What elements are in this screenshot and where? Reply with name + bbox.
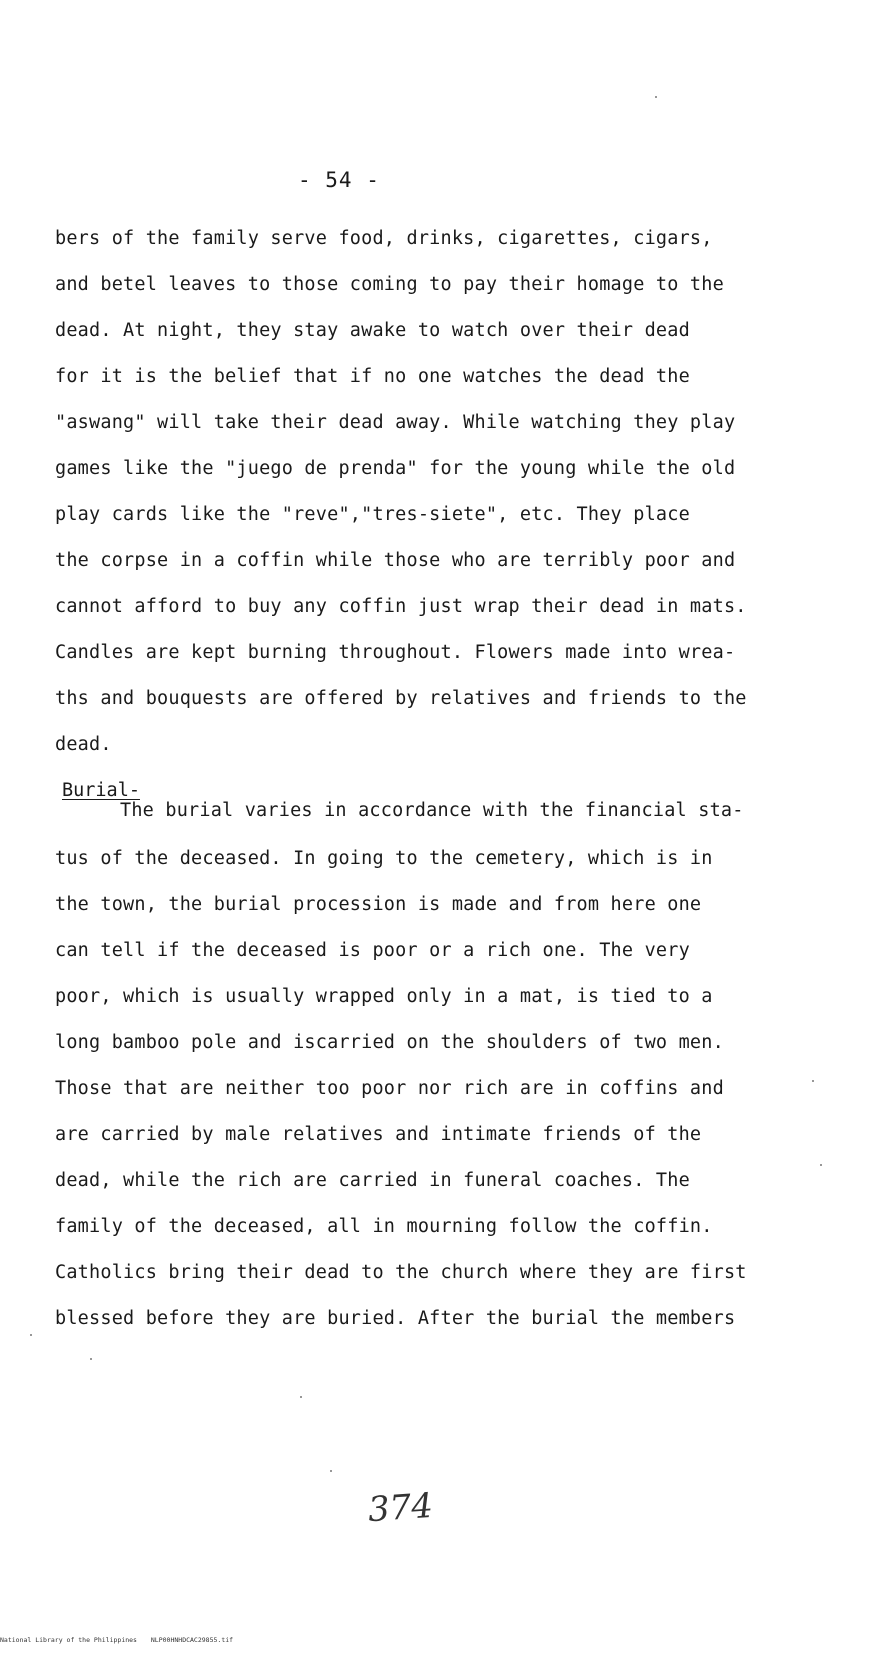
paragraph-line: ths and bouquests are offered by relatives and friends to the: [55, 688, 747, 709]
scan-speck: [300, 1396, 302, 1398]
handwritten-archive-number: 374: [366, 1485, 435, 1531]
paragraph-line: Candles are kept burning throughout. Flowers made into wrea-: [55, 642, 736, 663]
paragraph-line: The burial varies in accordance with the financial sta-: [120, 800, 744, 821]
paragraph-line: dead, while the rich are carried in funeral coaches. The: [55, 1170, 690, 1191]
paragraph-line: Those that are neither too poor nor rich are in coffins and: [55, 1078, 724, 1099]
scan-speck: [812, 1080, 814, 1082]
page-number: - 54 -: [298, 168, 380, 192]
paragraph-line: and betel leaves to those coming to pay their homage to the: [55, 274, 724, 295]
paragraph-line: blessed before they are buried. After the burial the members: [55, 1308, 736, 1329]
paragraph-line: Catholics bring their dead to the church where they are first: [55, 1262, 747, 1283]
scan-speck: [30, 1334, 32, 1336]
footer-library: National Library of the Philippines: [0, 1636, 137, 1644]
paragraph-line: the town, the burial procession is made and from here one: [55, 894, 702, 915]
paragraph-line: games like the "juego de prenda" for the young while the old: [55, 458, 736, 479]
paragraph-line: dead. At night, they stay awake to watch over their dead: [55, 320, 690, 341]
paragraph-line: cannot afford to buy any coffin just wrap their dead in mats.: [55, 596, 747, 617]
paragraph-line: family of the deceased, all in mourning follow the coffin.: [55, 1216, 713, 1237]
paragraph-line: poor, which is usually wrapped only in a mat, is tied to a: [55, 986, 713, 1007]
scan-speck: [655, 96, 657, 98]
section-heading: Burial-: [62, 780, 140, 801]
scan-speck: [330, 1470, 332, 1472]
paragraph-line: long bamboo pole and iscarried on the shoulders of two men.: [55, 1032, 724, 1053]
paragraph-line: bers of the family serve food, drinks, cigarettes, cigars,: [55, 228, 713, 249]
paragraph-line: "aswang" will take their dead away. While watching they play: [55, 412, 736, 433]
paragraph-line: play cards like the "reve","tres-siete", etc. They place: [55, 504, 690, 525]
paragraph-line: the corpse in a coffin while those who are terribly poor and: [55, 550, 736, 571]
paragraph-line: for it is the belief that if no one watches the dead the: [55, 366, 690, 387]
scan-footer: [0, 1636, 243, 1644]
paragraph-line: tus of the deceased. In going to the cemetery, which is in: [55, 848, 713, 869]
paragraph-line: can tell if the deceased is poor or a rich one. The very: [55, 940, 690, 961]
scan-speck: [90, 1358, 92, 1360]
scan-speck: [820, 1164, 822, 1166]
paragraph-line: dead.: [55, 734, 112, 755]
paragraph-line: are carried by male relatives and intimate friends of the: [55, 1124, 702, 1145]
footer-filename: NLP00HNHDCAC29855.tif: [150, 1636, 234, 1644]
